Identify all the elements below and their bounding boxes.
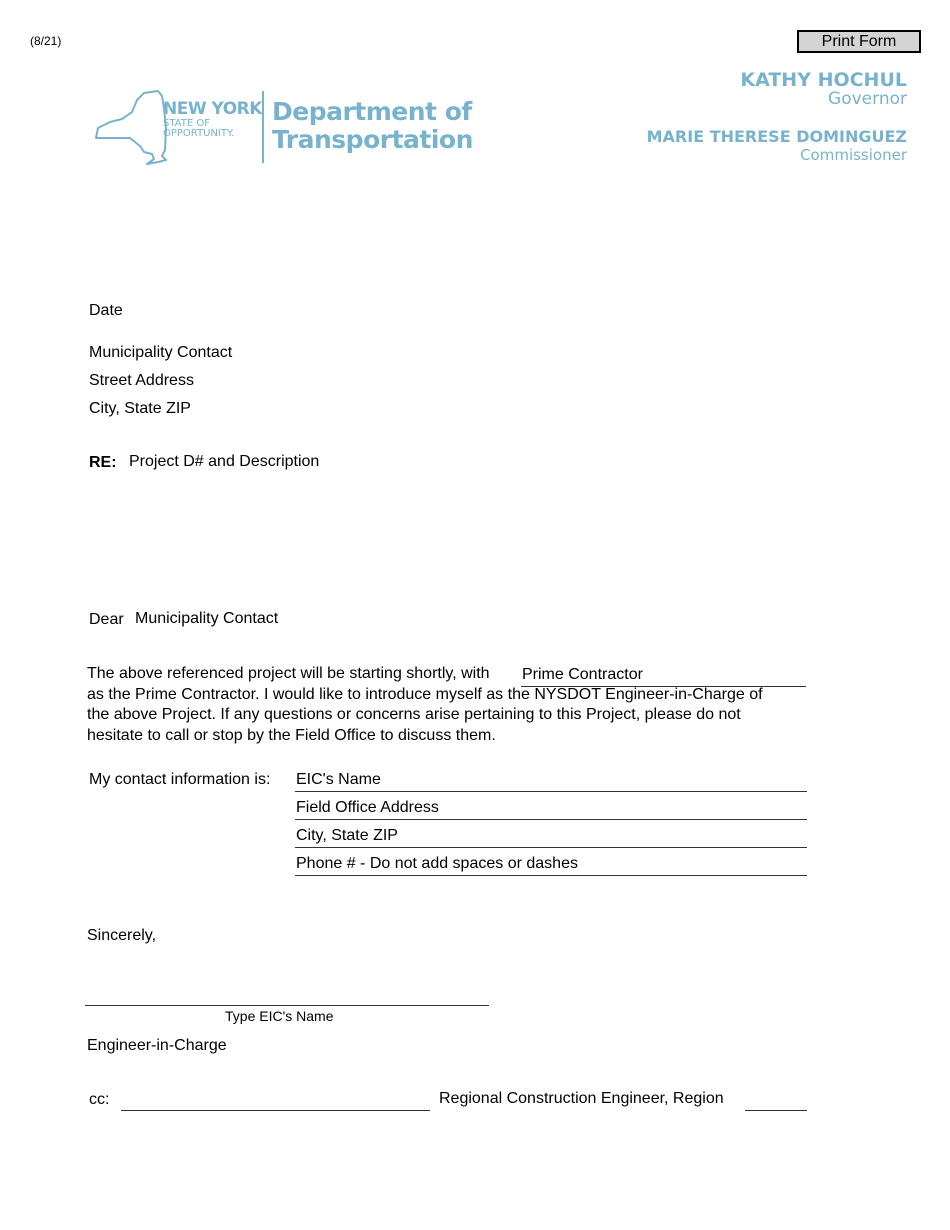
field-office-address-field[interactable]: Field Office Address [295, 798, 807, 820]
signature-line [85, 1005, 489, 1006]
signature-title: Engineer-in-Charge [87, 1037, 227, 1054]
cc-label: cc: [89, 1091, 110, 1108]
dept-logo-line2: Transportation [272, 125, 473, 154]
ny-logo-line1: NEW YORK [163, 99, 262, 119]
project-description-field[interactable]: Project D# and Description [129, 453, 320, 470]
governor-name: KATHY HOCHUL [740, 69, 907, 91]
closing: Sincerely, [87, 927, 157, 944]
prime-contractor-field[interactable]: Prime Contractor [521, 665, 806, 687]
salutation-name-field[interactable]: Municipality Contact [135, 610, 279, 627]
form-code: (8/21) [30, 34, 62, 48]
eic-name-field[interactable]: EIC's Name [295, 770, 807, 792]
date-field[interactable]: Date [89, 302, 123, 319]
commissioner-name: MARIE THERESE DOMINGUEZ [646, 127, 907, 146]
re-label: RE: [89, 454, 117, 471]
dept-logo-line1: Department of [272, 97, 472, 126]
commissioner-title: Commissioner [800, 146, 907, 164]
region-field[interactable] [745, 1089, 807, 1111]
body-intro: The above referenced project will be starting shortly, with [87, 665, 490, 682]
logo-divider [262, 91, 264, 163]
new-york-state-outline-icon [92, 88, 168, 166]
city-state-zip-field[interactable]: City, State ZIP [89, 400, 191, 417]
salutation: Dear [89, 611, 124, 628]
contact-info-label: My contact information is: [89, 771, 271, 788]
ny-logo-line2: STATE OF [163, 118, 210, 129]
municipality-contact-field[interactable]: Municipality Contact [89, 344, 233, 361]
governor-title: Governor [828, 89, 907, 109]
field-office-city-field[interactable]: City, State ZIP [295, 826, 807, 848]
cc-field[interactable] [121, 1089, 430, 1111]
body-line4: hesitate to call or stop by the Field Office to discuss them. [87, 727, 496, 744]
regional-engineer-text: Regional Construction Engineer, Region [439, 1090, 724, 1107]
body-line3: the above Project. If any questions or concerns arise pertaining to this Project, please do not [87, 706, 741, 723]
print-form-button[interactable]: Print Form [797, 30, 921, 53]
signature-caption: Type EIC's Name [225, 1008, 334, 1024]
ny-logo-line3: OPPORTUNITY. [163, 128, 235, 139]
body-line2: as the Prime Contractor. I would like to introduce myself as the NYSDOT Engineer-in-Charge of [87, 686, 763, 703]
street-address-field[interactable]: Street Address [89, 372, 194, 389]
phone-field[interactable]: Phone # - Do not add spaces or dashes [295, 854, 807, 876]
